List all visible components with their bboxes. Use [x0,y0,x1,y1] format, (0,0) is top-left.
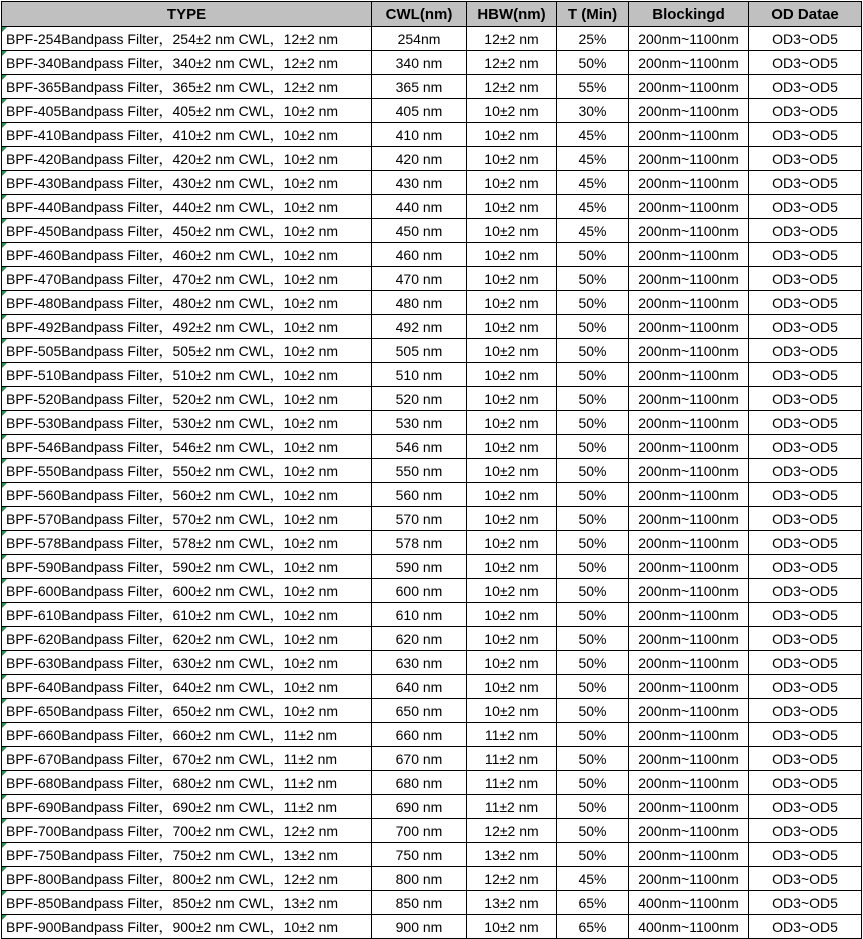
t-min-cell: 50% [557,411,629,435]
hbw-cell: 10±2 nm [467,147,557,171]
cwl-cell: 460 nm [372,243,467,267]
t-min-cell: 45% [557,147,629,171]
hbw-cell: 10±2 nm [467,579,557,603]
blocking-cell: 200nm~1100nm [629,747,749,771]
type-cell: BPF-578Bandpass Filter，578±2 nm CWL，10±2 nm [2,531,372,555]
table-row [2,267,862,291]
table-row [2,51,862,75]
header-row [2,2,862,27]
hbw-cell: 10±2 nm [467,675,557,699]
od-data-cell: OD3~OD5 [749,771,862,795]
blocking-cell: 200nm~1100nm [629,387,749,411]
blocking-cell: 200nm~1100nm [629,459,749,483]
t-min-cell: 50% [557,435,629,459]
od-data-cell: OD3~OD5 [749,819,862,843]
cwl-cell: 578 nm [372,531,467,555]
hbw-cell: 10±2 nm [467,483,557,507]
blocking-cell: 200nm~1100nm [629,531,749,555]
type-cell: BPF-630Bandpass Filter，630±2 nm CWL，10±2 nm [2,651,372,675]
od-data-cell: OD3~OD5 [749,603,862,627]
od-data-cell: OD3~OD5 [749,387,862,411]
table-row [2,99,862,123]
t-min-cell: 50% [557,363,629,387]
hbw-cell: 10±2 nm [467,243,557,267]
blocking-cell: 200nm~1100nm [629,579,749,603]
od-data-cell: OD3~OD5 [749,339,862,363]
t-min-cell: 50% [557,795,629,819]
hbw-cell: 12±2 nm [467,51,557,75]
table-row [2,531,862,555]
od-data-cell: OD3~OD5 [749,219,862,243]
blocking-cell: 400nm~1100nm [629,891,749,915]
table-row [2,243,862,267]
blocking-cell: 200nm~1100nm [629,435,749,459]
t-min-cell: 45% [557,867,629,891]
t-min-cell: 50% [557,723,629,747]
table-row [2,675,862,699]
t-min-cell: 50% [557,627,629,651]
t-min-cell: 50% [557,483,629,507]
hbw-cell: 11±2 nm [467,747,557,771]
table-row [2,27,862,51]
t-min-cell: 50% [557,507,629,531]
t-min-cell: 50% [557,459,629,483]
cwl-cell: 550 nm [372,459,467,483]
cwl-cell: 430 nm [372,171,467,195]
od-data-cell: OD3~OD5 [749,291,862,315]
table-row [2,123,862,147]
t-min-cell: 50% [557,555,629,579]
od-data-cell: OD3~OD5 [749,915,862,939]
cwl-cell: 800 nm [372,867,467,891]
table-row [2,459,862,483]
od-data-cell: OD3~OD5 [749,195,862,219]
header-hbw: HBW(nm) [467,2,557,27]
od-data-cell: OD3~OD5 [749,795,862,819]
blocking-cell: 200nm~1100nm [629,651,749,675]
cwl-cell: 560 nm [372,483,467,507]
blocking-cell: 200nm~1100nm [629,339,749,363]
blocking-cell: 200nm~1100nm [629,147,749,171]
od-data-cell: OD3~OD5 [749,75,862,99]
t-min-cell: 65% [557,891,629,915]
bandpass-filter-table [1,1,862,939]
cwl-cell: 450 nm [372,219,467,243]
hbw-cell: 12±2 nm [467,867,557,891]
type-cell: BPF-430Bandpass Filter，430±2 nm CWL，10±2 nm [2,171,372,195]
table-row [2,843,862,867]
t-min-cell: 50% [557,747,629,771]
type-cell: BPF-510Bandpass Filter，510±2 nm CWL，10±2 nm [2,363,372,387]
od-data-cell: OD3~OD5 [749,315,862,339]
table-row [2,219,862,243]
hbw-cell: 10±2 nm [467,555,557,579]
cwl-cell: 546 nm [372,435,467,459]
blocking-cell: 200nm~1100nm [629,699,749,723]
od-data-cell: OD3~OD5 [749,411,862,435]
hbw-cell: 10±2 nm [467,363,557,387]
type-cell: BPF-700Bandpass Filter，700±2 nm CWL，12±2 nm [2,819,372,843]
cwl-cell: 630 nm [372,651,467,675]
header-od-data: OD Datae [749,2,862,27]
od-data-cell: OD3~OD5 [749,867,862,891]
table-row [2,891,862,915]
table-row [2,771,862,795]
blocking-cell: 200nm~1100nm [629,843,749,867]
table-row [2,627,862,651]
t-min-cell: 30% [557,99,629,123]
type-cell: BPF-660Bandpass Filter，660±2 nm CWL，11±2 nm [2,723,372,747]
type-cell: BPF-340Bandpass Filter，340±2 nm CWL，12±2 nm [2,51,372,75]
cwl-cell: 600 nm [372,579,467,603]
table-row [2,363,862,387]
table-row [2,435,862,459]
cwl-cell: 510 nm [372,363,467,387]
cwl-cell: 420 nm [372,147,467,171]
blocking-cell: 200nm~1100nm [629,195,749,219]
hbw-cell: 12±2 nm [467,75,557,99]
type-cell: BPF-670Bandpass Filter，670±2 nm CWL，11±2 nm [2,747,372,771]
t-min-cell: 50% [557,699,629,723]
table-row [2,819,862,843]
type-cell: BPF-570Bandpass Filter，570±2 nm CWL，10±2 nm [2,507,372,531]
hbw-cell: 10±2 nm [467,531,557,555]
hbw-cell: 13±2 nm [467,891,557,915]
type-cell: BPF-900Bandpass Filter，900±2 nm CWL，10±2 nm [2,915,372,939]
hbw-cell: 13±2 nm [467,843,557,867]
hbw-cell: 11±2 nm [467,771,557,795]
table-row [2,603,862,627]
cwl-cell: 670 nm [372,747,467,771]
cwl-cell: 850 nm [372,891,467,915]
hbw-cell: 10±2 nm [467,411,557,435]
type-cell: BPF-410Bandpass Filter，410±2 nm CWL，10±2 nm [2,123,372,147]
type-cell: BPF-800Bandpass Filter，800±2 nm CWL，12±2 nm [2,867,372,891]
table-row [2,699,862,723]
hbw-cell: 10±2 nm [467,435,557,459]
type-cell: BPF-546Bandpass Filter，546±2 nm CWL，10±2 nm [2,435,372,459]
hbw-cell: 10±2 nm [467,195,557,219]
cwl-cell: 254nm [372,27,467,51]
hbw-cell: 12±2 nm [467,27,557,51]
od-data-cell: OD3~OD5 [749,507,862,531]
blocking-cell: 200nm~1100nm [629,507,749,531]
blocking-cell: 200nm~1100nm [629,483,749,507]
type-cell: BPF-600Bandpass Filter，600±2 nm CWL，10±2 nm [2,579,372,603]
type-cell: BPF-365Bandpass Filter，365±2 nm CWL，12±2 nm [2,75,372,99]
table-row [2,339,862,363]
table-row [2,867,862,891]
type-cell: BPF-505Bandpass Filter，505±2 nm CWL，10±2 nm [2,339,372,363]
cwl-cell: 690 nm [372,795,467,819]
blocking-cell: 200nm~1100nm [629,819,749,843]
blocking-cell: 200nm~1100nm [629,99,749,123]
table-row [2,507,862,531]
type-cell: BPF-405Bandpass Filter，405±2 nm CWL，10±2 nm [2,99,372,123]
type-cell: BPF-590Bandpass Filter，590±2 nm CWL，10±2 nm [2,555,372,579]
type-cell: BPF-480Bandpass Filter，480±2 nm CWL，10±2 nm [2,291,372,315]
blocking-cell: 200nm~1100nm [629,171,749,195]
table-row [2,555,862,579]
type-cell: BPF-470Bandpass Filter，470±2 nm CWL，10±2 nm [2,267,372,291]
type-cell: BPF-680Bandpass Filter，680±2 nm CWL，11±2 nm [2,771,372,795]
t-min-cell: 50% [557,51,629,75]
type-cell: BPF-440Bandpass Filter，440±2 nm CWL，10±2 nm [2,195,372,219]
type-cell: BPF-560Bandpass Filter，560±2 nm CWL，10±2 nm [2,483,372,507]
cwl-cell: 365 nm [372,75,467,99]
blocking-cell: 200nm~1100nm [629,75,749,99]
od-data-cell: OD3~OD5 [749,147,862,171]
type-cell: BPF-750Bandpass Filter，750±2 nm CWL，13±2 nm [2,843,372,867]
type-cell: BPF-620Bandpass Filter，620±2 nm CWL，10±2 nm [2,627,372,651]
t-min-cell: 45% [557,123,629,147]
cwl-cell: 530 nm [372,411,467,435]
hbw-cell: 10±2 nm [467,915,557,939]
od-data-cell: OD3~OD5 [749,27,862,51]
od-data-cell: OD3~OD5 [749,51,862,75]
t-min-cell: 50% [557,771,629,795]
table-row [2,147,862,171]
blocking-cell: 200nm~1100nm [629,363,749,387]
od-data-cell: OD3~OD5 [749,123,862,147]
t-min-cell: 55% [557,75,629,99]
blocking-cell: 200nm~1100nm [629,123,749,147]
hbw-cell: 10±2 nm [467,267,557,291]
t-min-cell: 50% [557,243,629,267]
header-cwl: CWL(nm) [372,2,467,27]
type-cell: BPF-530Bandpass Filter，530±2 nm CWL，10±2 nm [2,411,372,435]
blocking-cell: 200nm~1100nm [629,51,749,75]
cwl-cell: 590 nm [372,555,467,579]
type-cell: BPF-460Bandpass Filter，460±2 nm CWL，10±2 nm [2,243,372,267]
od-data-cell: OD3~OD5 [749,627,862,651]
cwl-cell: 480 nm [372,291,467,315]
cwl-cell: 505 nm [372,339,467,363]
od-data-cell: OD3~OD5 [749,555,862,579]
type-cell: BPF-640Bandpass Filter，640±2 nm CWL，10±2 nm [2,675,372,699]
type-cell: BPF-850Bandpass Filter，850±2 nm CWL，13±2 nm [2,891,372,915]
table-row [2,651,862,675]
table-row [2,579,862,603]
type-cell: BPF-450Bandpass Filter，450±2 nm CWL，10±2 nm [2,219,372,243]
od-data-cell: OD3~OD5 [749,483,862,507]
type-cell: BPF-492Bandpass Filter，492±2 nm CWL，10±2 nm [2,315,372,339]
od-data-cell: OD3~OD5 [749,843,862,867]
t-min-cell: 50% [557,291,629,315]
cwl-cell: 620 nm [372,627,467,651]
hbw-cell: 10±2 nm [467,315,557,339]
od-data-cell: OD3~OD5 [749,99,862,123]
hbw-cell: 10±2 nm [467,99,557,123]
blocking-cell: 200nm~1100nm [629,627,749,651]
blocking-cell: 200nm~1100nm [629,27,749,51]
type-cell: BPF-610Bandpass Filter，610±2 nm CWL，10±2 nm [2,603,372,627]
hbw-cell: 10±2 nm [467,123,557,147]
hbw-cell: 10±2 nm [467,387,557,411]
t-min-cell: 50% [557,603,629,627]
blocking-cell: 200nm~1100nm [629,411,749,435]
t-min-cell: 50% [557,315,629,339]
type-cell: BPF-550Bandpass Filter，550±2 nm CWL，10±2 nm [2,459,372,483]
od-data-cell: OD3~OD5 [749,747,862,771]
cwl-cell: 610 nm [372,603,467,627]
cwl-cell: 650 nm [372,699,467,723]
t-min-cell: 50% [557,819,629,843]
hbw-cell: 10±2 nm [467,459,557,483]
od-data-cell: OD3~OD5 [749,723,862,747]
od-data-cell: OD3~OD5 [749,267,862,291]
od-data-cell: OD3~OD5 [749,651,862,675]
od-data-cell: OD3~OD5 [749,243,862,267]
t-min-cell: 50% [557,675,629,699]
cwl-cell: 660 nm [372,723,467,747]
hbw-cell: 10±2 nm [467,171,557,195]
header-type: TYPE [2,2,372,27]
cwl-cell: 700 nm [372,819,467,843]
hbw-cell: 10±2 nm [467,219,557,243]
hbw-cell: 10±2 nm [467,339,557,363]
cwl-cell: 750 nm [372,843,467,867]
hbw-cell: 10±2 nm [467,699,557,723]
cwl-cell: 440 nm [372,195,467,219]
od-data-cell: OD3~OD5 [749,363,862,387]
type-cell: BPF-650Bandpass Filter，650±2 nm CWL，10±2 nm [2,699,372,723]
t-min-cell: 50% [557,387,629,411]
t-min-cell: 50% [557,531,629,555]
cwl-cell: 520 nm [372,387,467,411]
table-row [2,387,862,411]
hbw-cell: 10±2 nm [467,291,557,315]
od-data-cell: OD3~OD5 [749,459,862,483]
type-cell: BPF-690Bandpass Filter，690±2 nm CWL，11±2 nm [2,795,372,819]
t-min-cell: 45% [557,195,629,219]
cwl-cell: 410 nm [372,123,467,147]
blocking-cell: 200nm~1100nm [629,795,749,819]
hbw-cell: 10±2 nm [467,627,557,651]
hbw-cell: 10±2 nm [467,651,557,675]
blocking-cell: 200nm~1100nm [629,219,749,243]
table-row [2,747,862,771]
cwl-cell: 900 nm [372,915,467,939]
od-data-cell: OD3~OD5 [749,531,862,555]
hbw-cell: 12±2 nm [467,819,557,843]
t-min-cell: 25% [557,27,629,51]
type-cell: BPF-520Bandpass Filter，520±2 nm CWL，10±2 nm [2,387,372,411]
table-row [2,171,862,195]
type-cell: BPF-420Bandpass Filter，420±2 nm CWL，10±2 nm [2,147,372,171]
t-min-cell: 50% [557,579,629,603]
table-row [2,195,862,219]
od-data-cell: OD3~OD5 [749,675,862,699]
cwl-cell: 470 nm [372,267,467,291]
od-data-cell: OD3~OD5 [749,435,862,459]
table-header [2,2,862,27]
t-min-cell: 50% [557,339,629,363]
cwl-cell: 570 nm [372,507,467,531]
od-data-cell: OD3~OD5 [749,891,862,915]
hbw-cell: 10±2 nm [467,507,557,531]
blocking-cell: 200nm~1100nm [629,243,749,267]
cwl-cell: 405 nm [372,99,467,123]
blocking-cell: 200nm~1100nm [629,867,749,891]
table-body [2,27,862,939]
cwl-cell: 492 nm [372,315,467,339]
t-min-cell: 45% [557,171,629,195]
blocking-cell: 200nm~1100nm [629,315,749,339]
header-t-min: T (Min) [557,2,629,27]
t-min-cell: 65% [557,915,629,939]
table-row [2,411,862,435]
type-cell: BPF-254Bandpass Filter，254±2 nm CWL，12±2 nm [2,27,372,51]
table-row [2,75,862,99]
hbw-cell: 11±2 nm [467,723,557,747]
table-row [2,291,862,315]
table-row [2,915,862,939]
blocking-cell: 200nm~1100nm [629,603,749,627]
blocking-cell: 200nm~1100nm [629,291,749,315]
cwl-cell: 340 nm [372,51,467,75]
t-min-cell: 50% [557,267,629,291]
t-min-cell: 50% [557,651,629,675]
hbw-cell: 11±2 nm [467,795,557,819]
table-row [2,315,862,339]
header-blocking: Blockingd [629,2,749,27]
blocking-cell: 200nm~1100nm [629,555,749,579]
od-data-cell: OD3~OD5 [749,171,862,195]
t-min-cell: 45% [557,219,629,243]
od-data-cell: OD3~OD5 [749,699,862,723]
blocking-cell: 200nm~1100nm [629,267,749,291]
t-min-cell: 50% [557,843,629,867]
cwl-cell: 680 nm [372,771,467,795]
blocking-cell: 400nm~1100nm [629,915,749,939]
blocking-cell: 200nm~1100nm [629,675,749,699]
table-row [2,795,862,819]
od-data-cell: OD3~OD5 [749,579,862,603]
table-row [2,723,862,747]
table-row [2,483,862,507]
cwl-cell: 640 nm [372,675,467,699]
blocking-cell: 200nm~1100nm [629,723,749,747]
hbw-cell: 10±2 nm [467,603,557,627]
blocking-cell: 200nm~1100nm [629,771,749,795]
